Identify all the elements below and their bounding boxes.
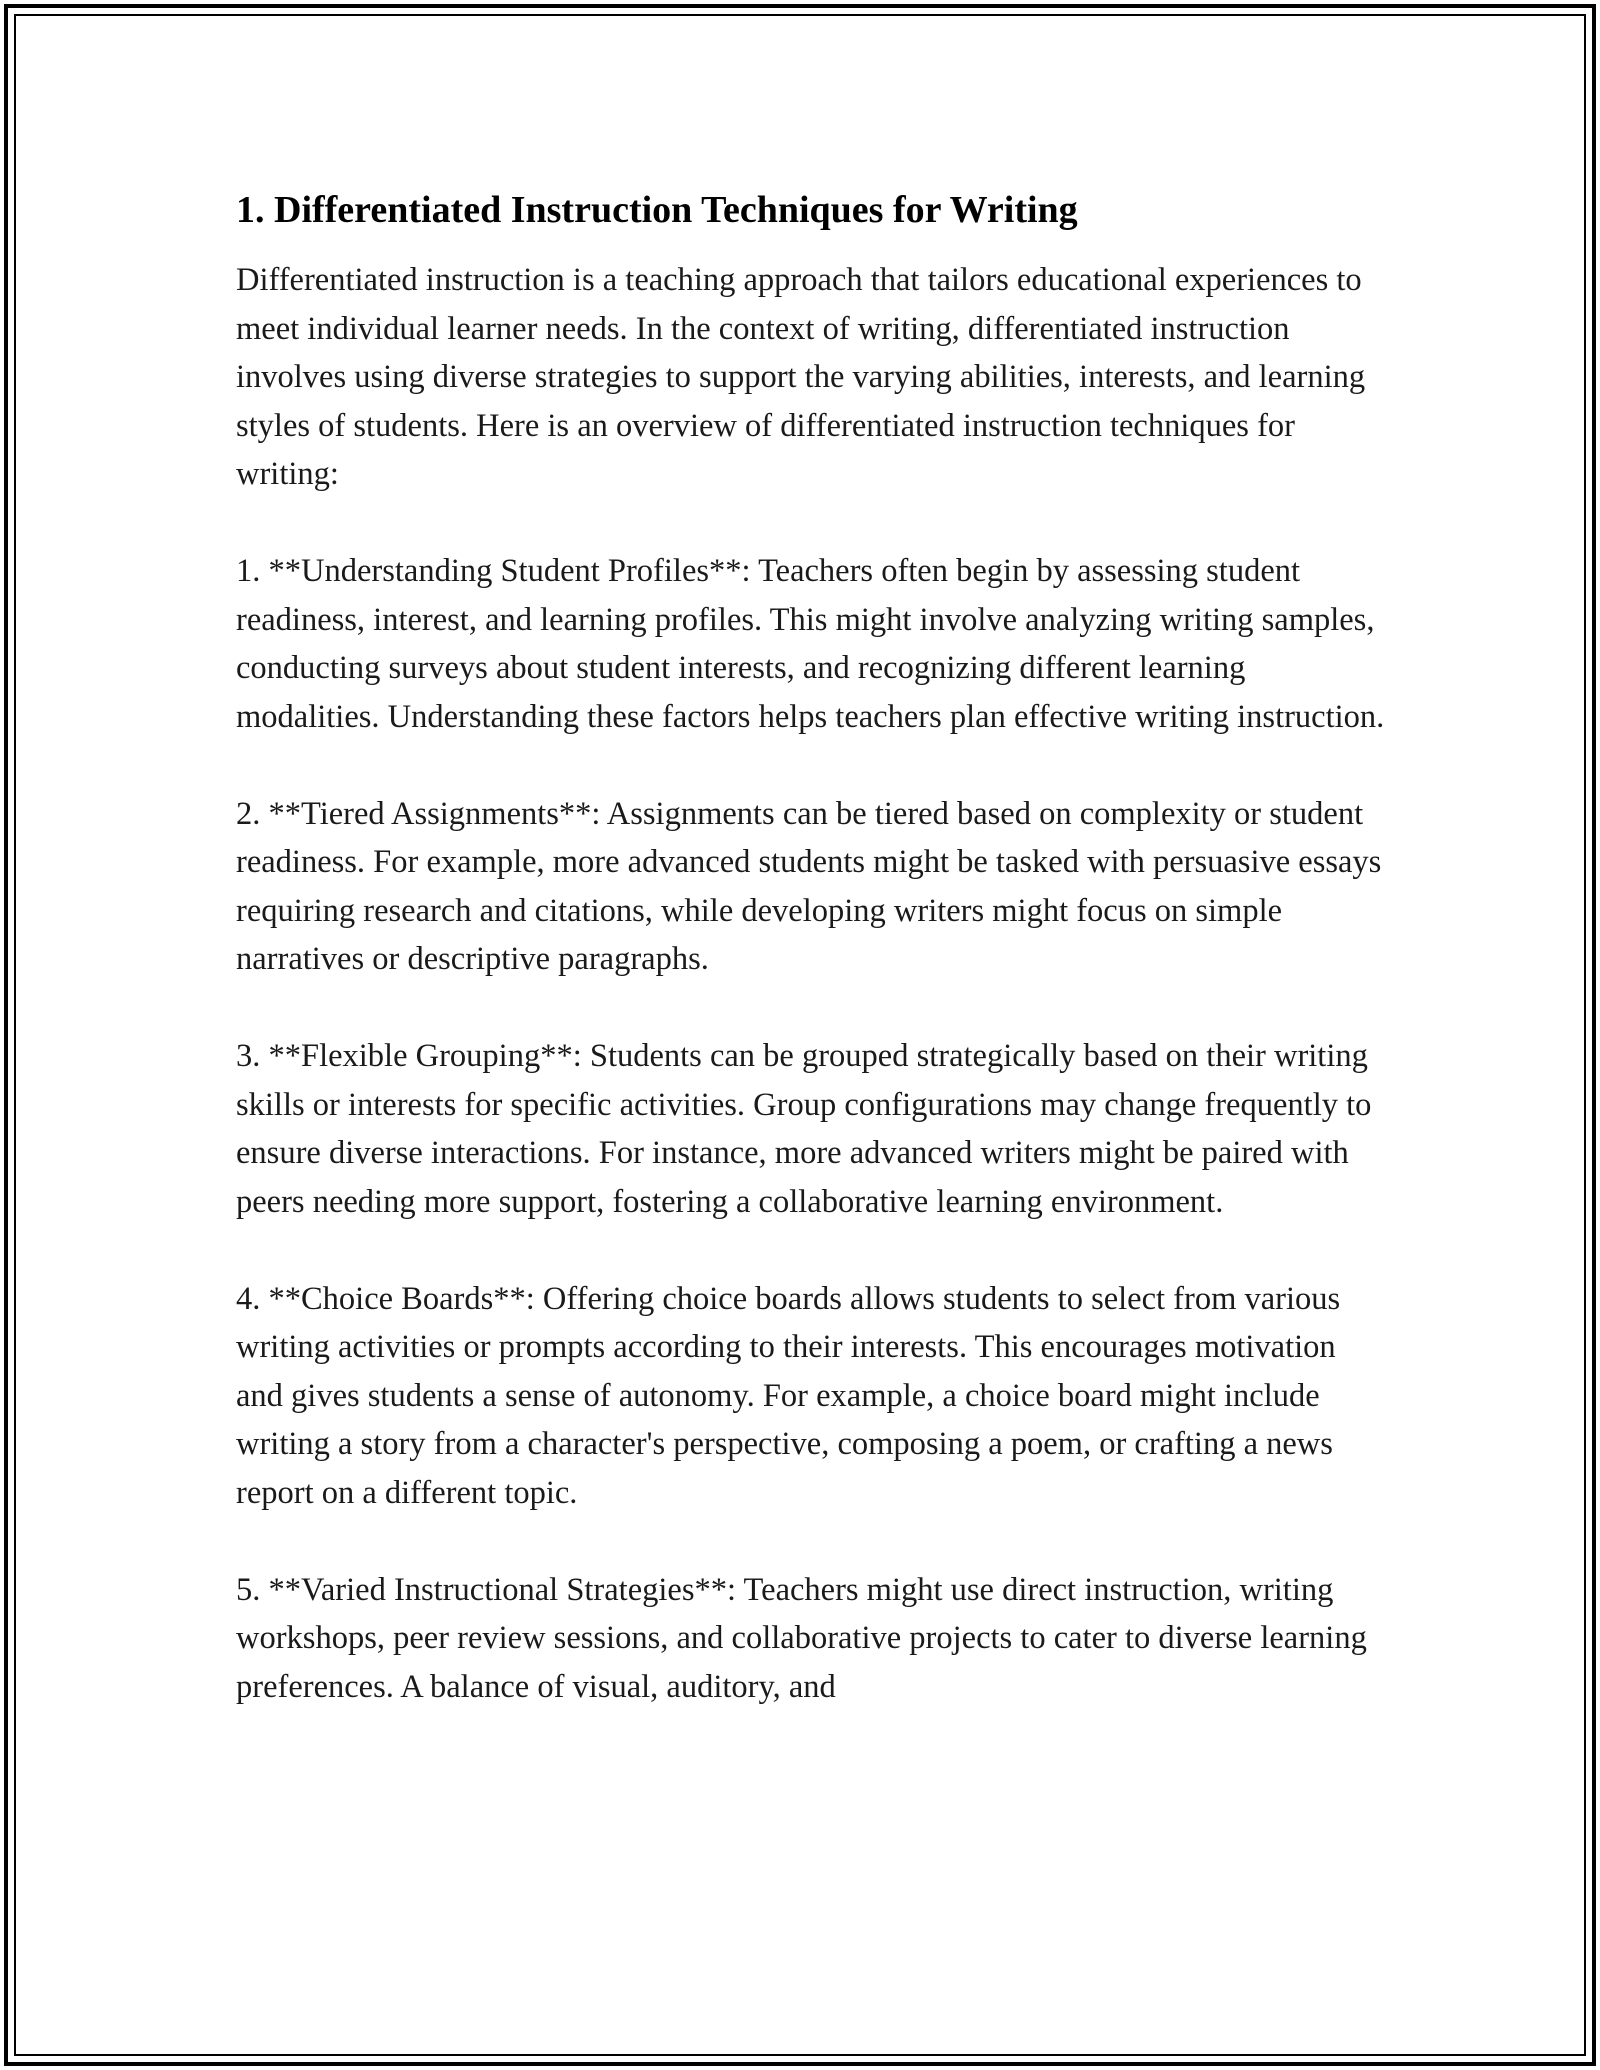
- paragraph-varied-strategies: 5. **Varied Instructional Strategies**: Teachers might use direct instruction, writing workshops, peer review sessions, and collaborative projects to cater to diverse learning preferences. A balance of visual, auditory, and: [236, 1571, 1367, 1705]
- section-heading: 1. Differentiated Instruction Techniques for Writing: [236, 189, 1078, 231]
- paragraph-tiered-assignments: 2. **Tiered Assignments**: Assignments can be tiered based on complexity or student readiness. For example, more advanced students might be tasked with persuasive essays requiring research and citations, while developing writers might focus on simple narratives or descriptive paragraphs.: [236, 795, 1382, 977]
- paragraph-flexible-grouping: 3. **Flexible Grouping**: Students can be grouped strategically based on their writing skills or interests for specific activities. Group configurations may change frequently to ensure diverse interactions. For instance, more advanced writers might be paired with peers needing more support, fostering a collaborative learning environment.: [236, 1038, 1372, 1220]
- document-body: [236, 186, 1386, 1711]
- paragraph-choice-boards: 4. **Choice Boards**: Offering choice boards allows students to select from various writing activities or prompts according to their interests. This encourages motivation and gives students a sense of autonomy. For example, a choice board might include writing a story from a character's perspective, composing a poem, or crafting a news report on a different topic.: [236, 1280, 1341, 1511]
- intro-paragraph: Differentiated instruction is a teaching approach that tailors educational experiences to meet individual learner needs. In the context of writing, differentiated instruction involves using diverse strategies to support the varying abilities, interests, and learning styles of students. Here is an overview of differentiated instruction techniques for writing:: [236, 262, 1366, 492]
- paragraph-student-profiles: 1. **Understanding Student Profiles**: Teachers often begin by assessing student readiness, interest, and learning profiles. This might involve analyzing writing samples, conducting surveys about student interests, and recognizing different learning modalities. Understanding these factors helps teachers plan effective writing instruction.: [236, 553, 1385, 735]
